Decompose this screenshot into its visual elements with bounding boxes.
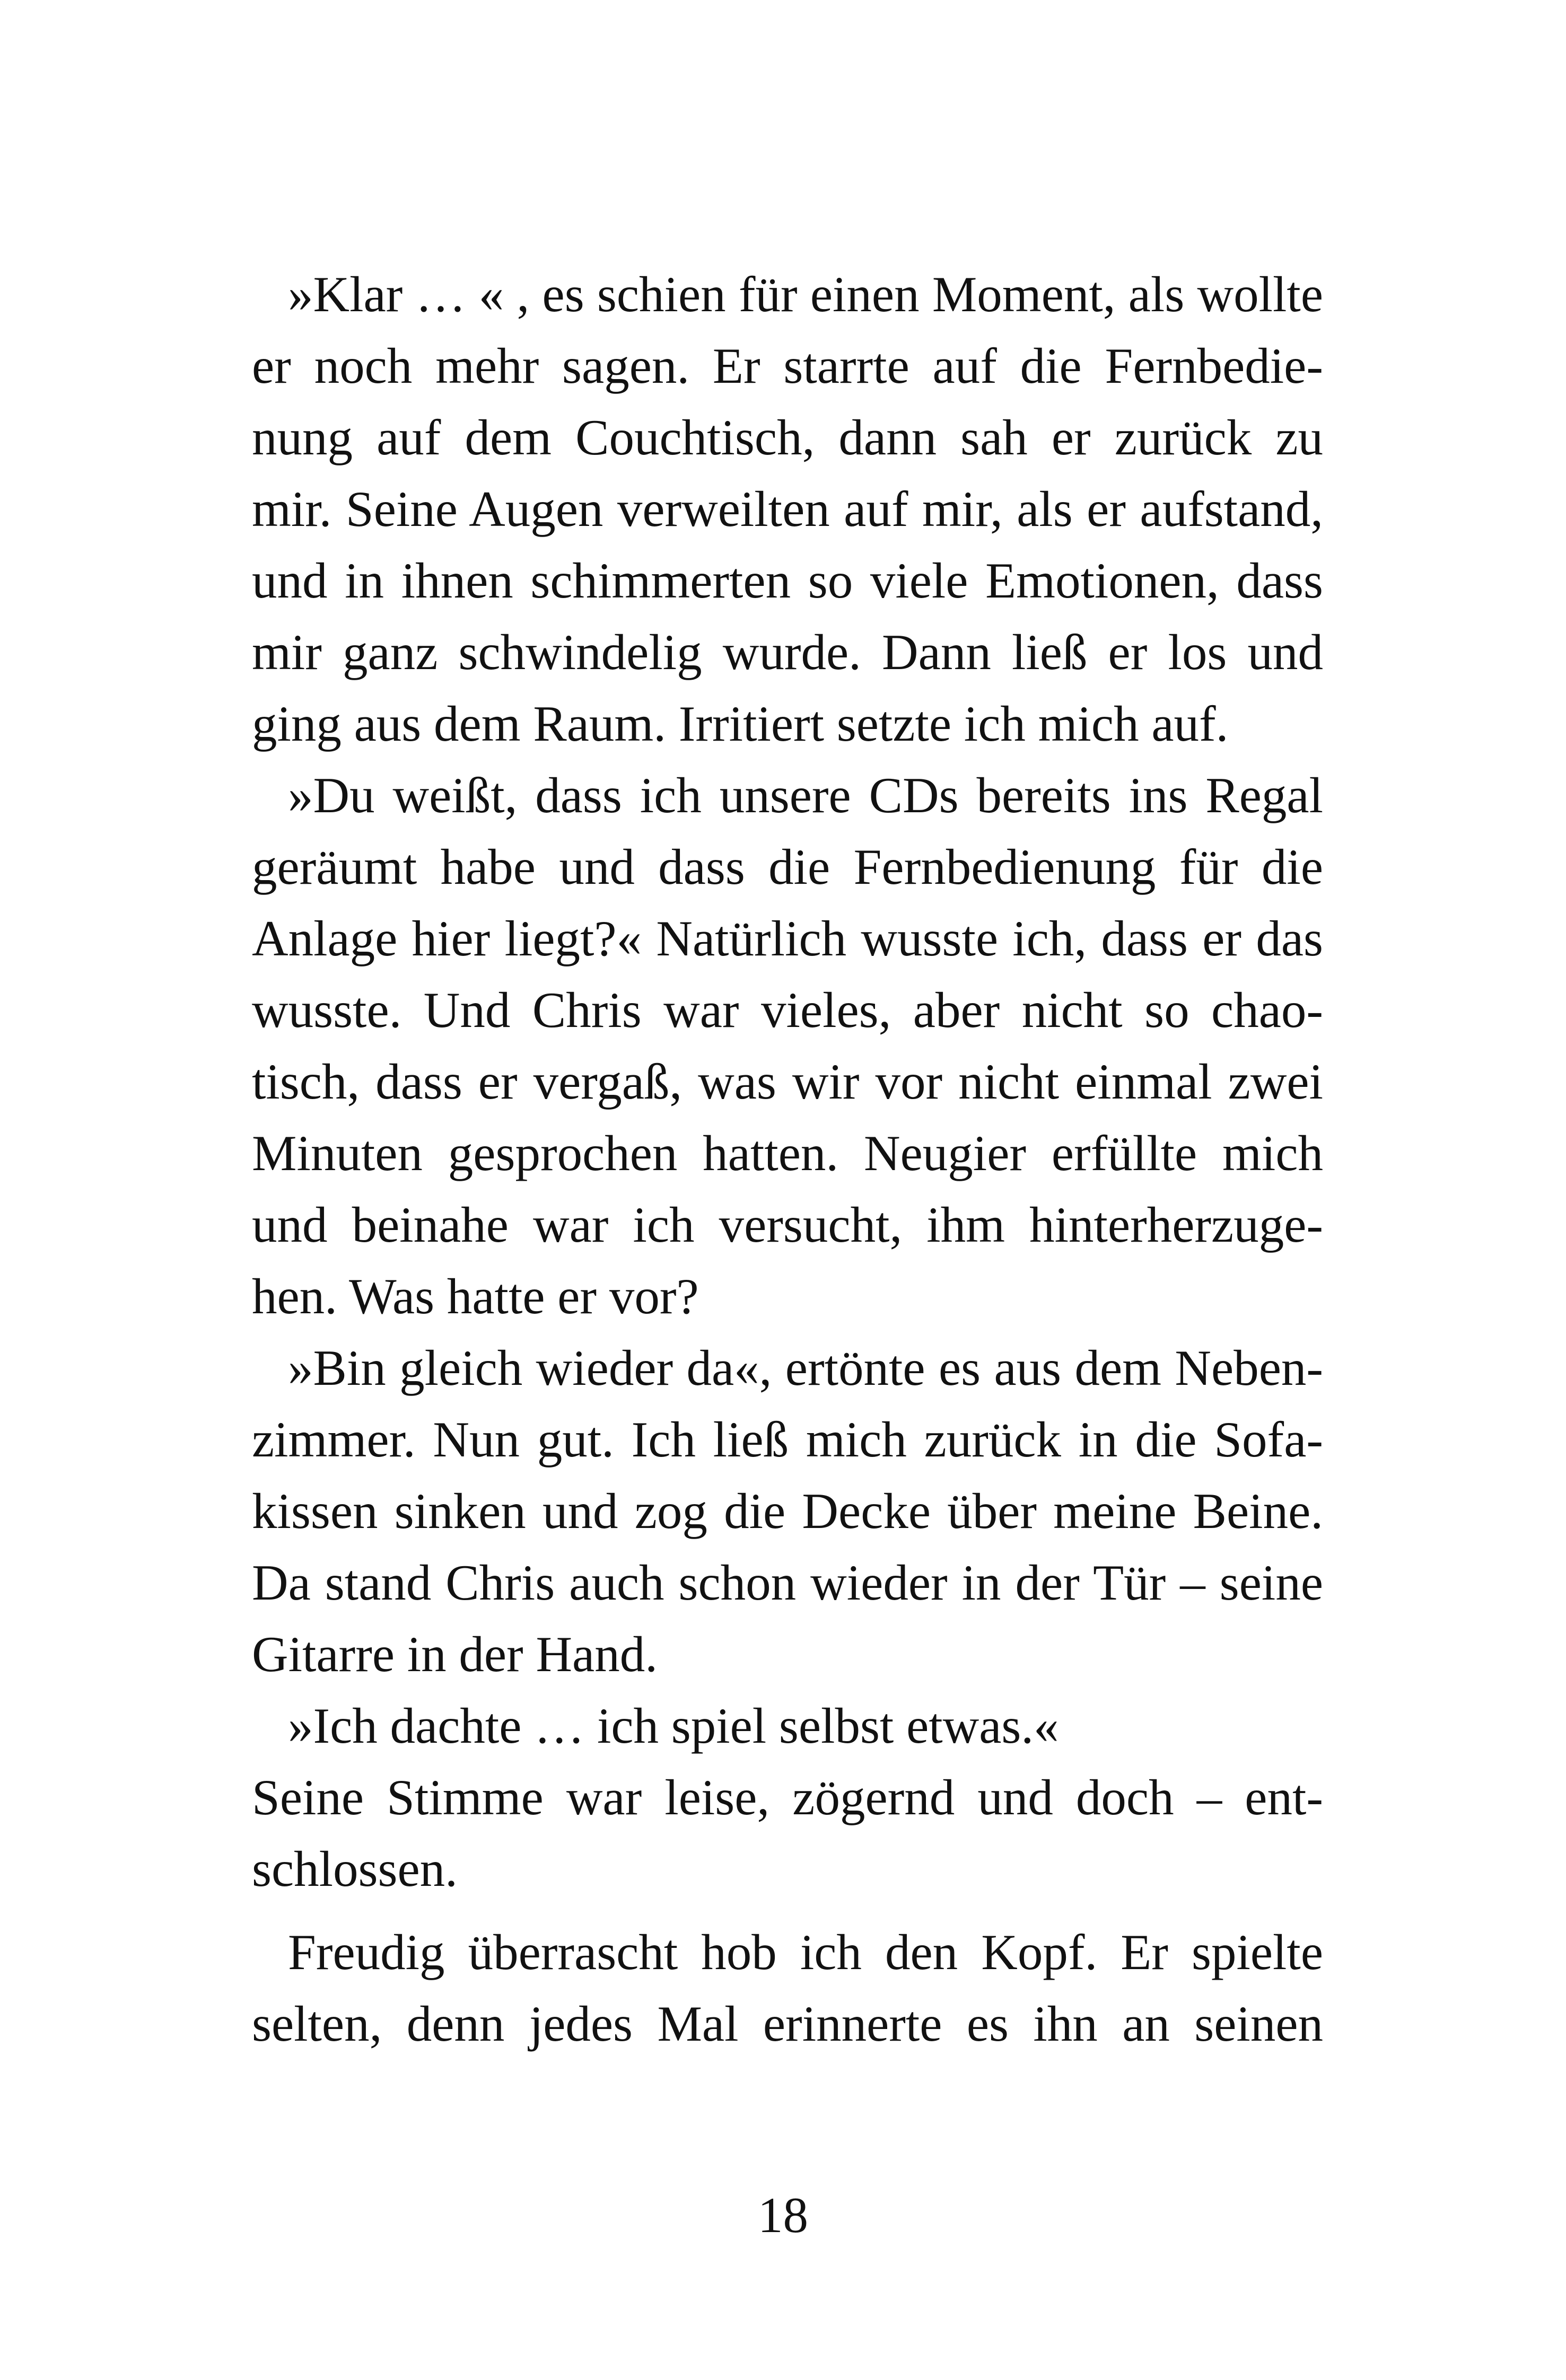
page-body [252,259,1323,2060]
text-line: kissen sinken und zog die Decke über meine Beine. [252,1483,1323,1539]
text-line: mir ganz schwindelig wurde. Dann ließ er los und [252,624,1323,680]
text-line: hen. Was hatte er vor? [252,1268,699,1324]
text-line: Da stand Chris auch schon wieder in der Tür – seine [252,1555,1323,1611]
text-line: und in ihnen schimmerten so viele Emotionen, dass [252,552,1323,609]
text-line: geräumt habe und dass die Fernbedienung für die [252,839,1323,895]
text-line: zimmer. Nun gut. Ich ließ mich zurück in die Sofa- [252,1411,1323,1468]
text-line: mir. Seine Augen verweilten auf mir, als er aufstand, [252,481,1323,537]
text-line: wusste. Und Chris war vieles, aber nicht so chao- [252,982,1323,1038]
text-line: Gitarre in der Hand. [252,1626,658,1682]
text-line: schlossen. [252,1841,458,1897]
text-line: er noch mehr sagen. Er starrte auf die Fernbedie- [252,338,1323,394]
text-line: Seine Stimme war leise, zögernd und doch – ent- [252,1769,1323,1825]
text-line: »Ich dachte … ich spiel selbst etwas.« [288,1698,1059,1754]
text-line: und beinahe war ich versucht, ihm hinterherzuge- [252,1197,1323,1253]
text-line: »Klar … « , es schien für einen Moment, als wollte [288,266,1323,322]
text-line: »Du weißt, dass ich unsere CDs bereits ins Regal [288,767,1323,823]
text-line: Freudig überrascht hob ich den Kopf. Er spielte [288,1924,1323,1980]
page-number: 18 [758,2187,808,2243]
text-line: Anlage hier liegt?« Natürlich wusste ich, dass er das [252,910,1323,967]
text-line: selten, denn jedes Mal erinnerte es ihn an seinen [252,1996,1323,2052]
text-line: Minuten gesprochen hatten. Neugier erfüllte mich [252,1125,1323,1181]
text-line: nung auf dem Couchtisch, dann sah er zurück zu [252,409,1323,466]
text-line: ging aus dem Raum. Irritiert setzte ich mich auf. [252,696,1229,752]
text-line: »Bin gleich wieder da«, ertönte es aus dem Neben- [288,1340,1323,1396]
text-line: tisch, dass er vergaß, was wir vor nicht einmal zwei [252,1053,1323,1110]
